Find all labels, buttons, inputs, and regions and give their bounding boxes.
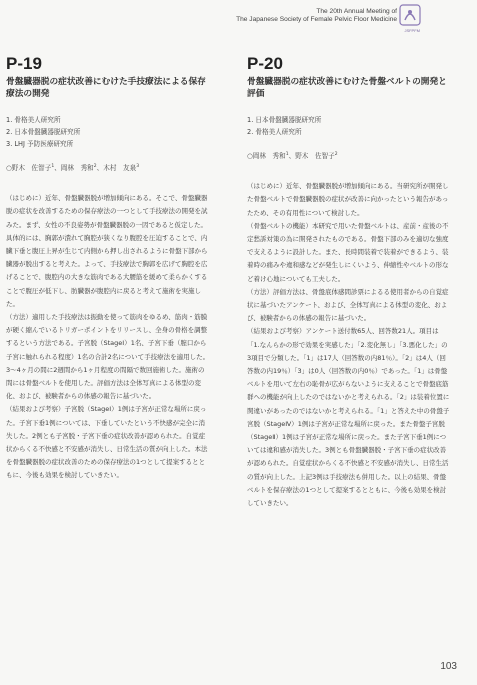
affiliation-list (247, 114, 451, 138)
meeting-title-line1: The 20th Annual Meeting of (316, 8, 397, 15)
author-name: ○岡林 秀和 (247, 152, 286, 161)
affiliation-item: 2. 骨格美人研究所 (247, 128, 302, 136)
paragraph-results: （結果および考察）アンケート送付数65人、回答数21人。項目は「1.なんらかの形で効果を実感した」「2.変化無し」「3.悪化した」の3項目で分類した。「1」は17人（回答数の内81％）。「2」は4人（回答数の内19％）「3」は0人（回答数の内0％）であった。「1」は骨盤ベルトを用いて左右の恥骨が広がらないように支えることで骨盤底筋群への機能が向上したのではないかと考えられる。「2」は装着位置に関違いがあったのではないかと考えられる。「1」と答えた中の骨盤子宮脱（StageⅣ）1例は子宮が正常な場所に戻った。また骨盤子宮脱（StageⅡ）1例は子宮が正常な場所に戻った。また子宮下垂1例については違和感が消失した。3例とも骨盤臓器脱・子宮下垂の症状改善が認められた。自覚症状からくる不快感と不安感が消失し、日常生活の質が向上した。上記3例は手技療法も併用した。以上の結果、骨盤ベルトを保存療法の1つとして提案するとともに、今後も効果を検討していきたい。 (247, 327, 450, 508)
author-list (6, 162, 210, 173)
abstract-title: 骨盤臓器脱の症状改善にむけた手技療法による保存療法の開発 (6, 77, 206, 99)
author-list (247, 150, 451, 161)
paragraph-results: （結果および考察）子宮脱（StageⅠ）1例は子宮が正常な場所に戻った。子宮下垂1例については、下垂していたという不快感が完全に消失した。2例とも子宮脱・子宮下垂の症状改善が認められた。自覚症状からくる不快感と不安感が消失し、日常生活の質が向上した。本法を骨盤臓器脱の症状改善のための保存療法の1つとして提案するとともに、今後も効果を検討していきたい。 (6, 405, 208, 480)
paragraph-introduction: （はじめに）近年、骨盤臓器脱が増加傾向にある。そこで、骨盤臓器脱の症状を改善するための保存療法の一つとして手技療法の開発を試みた。まず、女性の不良姿勢が骨盤臓器脱の一因であると仮定した。具体的には、胸郭が潰れて胸腔が狭くなり腹腔を圧迫することで、内臓下垂と腹圧上昇が生じて内側から押し出されるように骨盤下部から臓器が脱出すると考えた。よって、手技療法で胸郭を広げて胸腔を広げることで、腹腔内の大きな筋肉である大腰筋を緩めて柔らかくすることで腹圧が低下し、肪臓器が腹腔内に戻ると考えて施術を実施した。 (6, 194, 208, 308)
affiliation-item: 2. 日本骨盤臓器脱研究所 (6, 128, 81, 136)
author-affiliation-index: 1 (285, 152, 289, 157)
paragraph-methods: （方法）適用した手技療法は振動を使って筋肉をゆるめ、筋肉・筋膜が硬く縮んでいるトリガーポイントをリリースし、全身の骨格を調整するという方法である。子宮脱（StageⅠ）1名、子宮下垂（膣口から子宮に触れられる程度）1名の合計2名について手技療法を適用した。3～4ヶ月の間に2週間から1ヶ月程度の間隔で数回施術した。施術の間には骨盤ベルトを使用した。評価方法は全体写真による体型の変化、および、被験者からの体感の報告に基づいた。 (6, 313, 210, 401)
abstract-title: 骨盤臓器脱の症状改善にむけた骨盤ベルトの開発と評価 (247, 77, 447, 99)
society-logo-icon (399, 4, 421, 28)
affiliation-item: 1. 骨格美人研究所 (6, 116, 61, 124)
author-name: 、野木 佐智子 (288, 152, 335, 161)
author-name: ○野木 佐智子 (6, 164, 52, 173)
abstract-p20 (247, 55, 451, 510)
abstract-number: P-19 (6, 54, 42, 73)
author-name: 、岡林 秀和 (54, 164, 94, 173)
logo-label: JSFPFM (404, 28, 420, 33)
affiliation-item: 3. LHJ 予防医療研究所 (6, 140, 74, 148)
abstract-p19 (6, 55, 210, 483)
paragraph-belt-function: （骨盤ベルトの機能）本研究で用いた骨盤ベルトは、産前・産後の不定愁訴対策の為に開発されたものである。骨盤下部のみを適切な強度で支えるように設計した。また、長時間装着で装着ができるよう、装着時の痛みや違和感などが発生しにくいよう、伸縮性やベルトの形など着け心地についても工夫した。 (247, 221, 449, 283)
author-affiliation-index: 2 (334, 152, 338, 157)
abstract-body (6, 192, 210, 482)
affiliation-list (6, 114, 210, 150)
paragraph-methods: （方法）評価方法は、骨盤底体感間診票によるる使用者からの自覚症状に基づいたアンケート、および、全体写真による体型の変化、および、被験者からの体感の報告に基づいた。 (247, 287, 449, 323)
meeting-title-line2: The Japanese Society of Female Pelvic Floor Medicine (236, 16, 397, 24)
author-affiliation-index: 2 (93, 164, 97, 169)
affiliation-item: 1. 日本骨盤臓器脱研究所 (247, 116, 322, 124)
paragraph-introduction: （はじめに）近年、骨盤臓器脱が増加傾向にある。当研究所が開発した骨盤ベルトで骨盤臓器脱の症状が改善に向かったという報告があったため、その有用性について検討した。 (247, 182, 449, 217)
meeting-header (236, 8, 397, 25)
abstract-body (247, 180, 451, 510)
page-number: 103 (440, 661, 457, 672)
abstract-number: P-20 (247, 54, 283, 73)
author-name: 、木村 友泉 (96, 164, 137, 173)
author-affiliation-index: 3 (136, 164, 140, 169)
author-affiliation-index: 1 (51, 164, 55, 169)
